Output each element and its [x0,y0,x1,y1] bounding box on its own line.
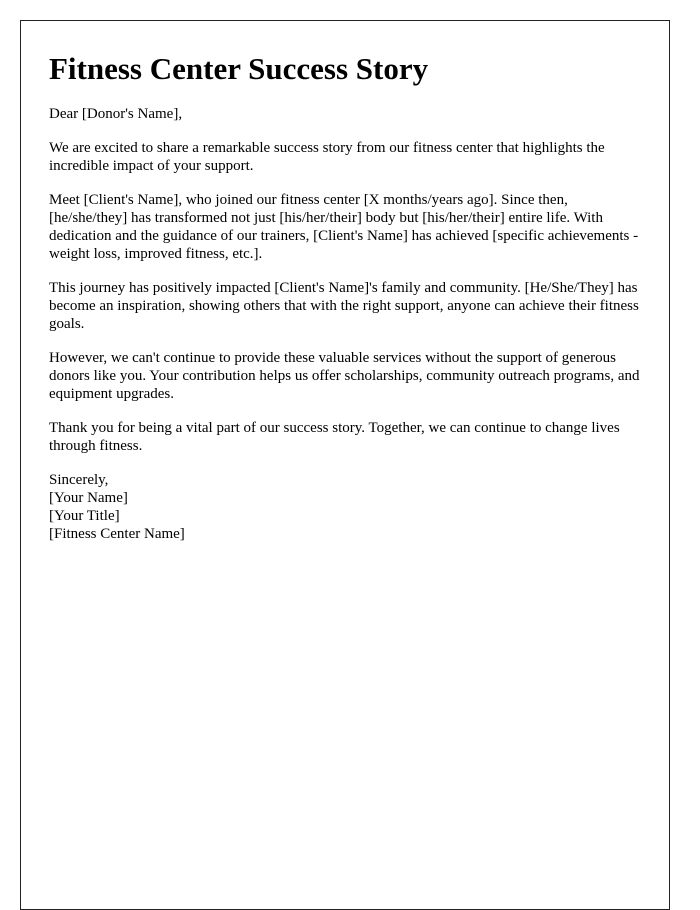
signature-title: [Your Title] [49,508,120,524]
letter-title: Fitness Center Success Story [49,51,429,86]
body-paragraph-2: Meet [Client's Name], who joined our fitness center [X months/years ago]. Since then, [he/she/they] has transformed not just [his/her/their] body but [his/her/their] entire life. With dedication and the guidance of our trainers, [Client's Name] has achieved [specific achievements - weight loss, improved fitness, etc.]. [49,192,639,262]
letter-page [20,20,670,910]
body-paragraph-4: However, we can't continue to provide these valuable services without the support of generous donors like you. Your contribution helps us offer scholarships, community outreach programs, and equipment upgrades. [49,350,640,402]
signature-name: [Your Name] [49,490,128,506]
closing: Sincerely, [49,472,109,488]
body-paragraph-1: We are excited to share a remarkable success story from our fitness center that highlights the incredible impact of your support. [49,140,605,174]
body-paragraph-3: This journey has positively impacted [Client's Name]'s family and community. [He/She/They] has become an inspiration, showing others that with the right support, anyone can achieve their fitness goals. [49,280,639,332]
body-paragraph-5: Thank you for being a vital part of our success story. Together, we can continue to change lives through fitness. [49,420,620,454]
salutation: Dear [Donor's Name], [49,106,183,122]
signature-block [49,471,649,543]
signature-organization: [Fitness Center Name] [49,526,185,542]
